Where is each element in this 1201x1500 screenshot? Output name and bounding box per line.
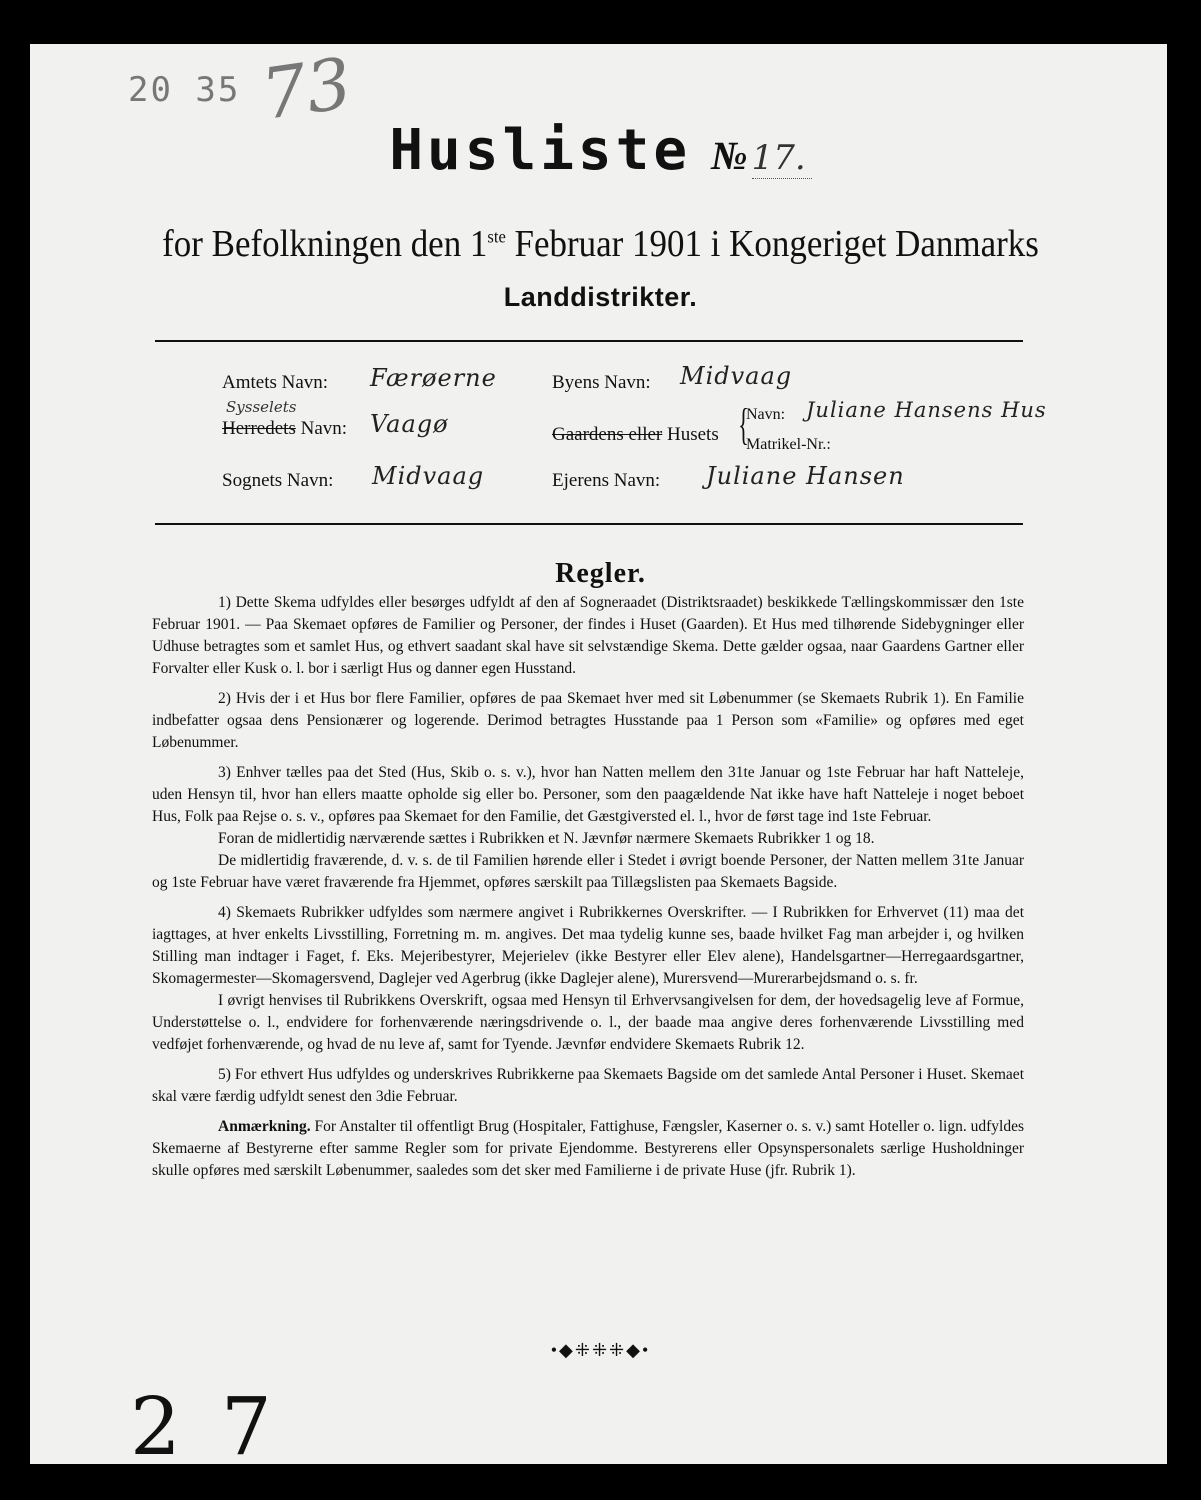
- page-number-handwritten: 27: [130, 1380, 312, 1473]
- by-label: Byens Navn:: [552, 372, 651, 393]
- amt-value: Færøerne: [370, 364, 497, 392]
- rule-2: 2) Hvis der i et Hus bor flere Familier, opføres de paa Skemaet hver med sit Løbenummer (se Skemaets Rubrik 1). En Familie indbefatter ogsaa dens Pensionærer og logerende. Derimod betragtes Husstande paa 1 Person som «Familie» og opføres med eget Løbenummer.: [152, 690, 1024, 751]
- rules-body: [152, 592, 1024, 1190]
- document-subtitle: [48, 222, 1153, 266]
- rule-3c: De midlertidig fraværende, d. v. s. de til Familien hørende eller i Stedet i øvrigt boende Personer, der Natten mellem 31te Januar og 1ste Februar have været fraværende fra Hjemmet, opføres særskilt paa Tillægslisten paa Skemaets Bagside.: [152, 852, 1024, 891]
- gaard-struck-label: Gaardens eller: [552, 424, 663, 445]
- sogn-label: Sognets Navn:: [222, 470, 334, 491]
- amt-label: Amtets Navn:: [222, 372, 329, 393]
- top-divider: [155, 340, 1023, 342]
- herred-label-row: [222, 418, 347, 440]
- sogn-value: Midvaag: [372, 462, 485, 490]
- rules-heading: Regler.: [555, 558, 646, 589]
- title-row: [0, 118, 1201, 183]
- ejer-value: Juliane Hansen: [706, 462, 905, 490]
- herred-struck-label: Herredets: [222, 418, 296, 439]
- rule-5: 5) For ethvert Hus udfyldes og underskrives Rubrikkerne paa Skemaets Bagside om det samlede Antal Personer i Huset. Skemaet skal være færdig udfyldt senest den 3die Februar.: [152, 1066, 1024, 1105]
- ornament-divider: •◆⁜⁜⁜◆•: [550, 1340, 651, 1360]
- number-sign: №: [711, 133, 748, 178]
- note-label: Anmærkning.: [218, 1118, 311, 1135]
- rule-3b: Foran de midlertidig nærværende sættes i Rubrikken et N. Jævnfør nærmere Skemaets Rubrikker 1 og 18.: [218, 830, 875, 847]
- district-heading: Landdistrikter.: [503, 282, 698, 312]
- rule-3: 3) Enhver tælles paa det Sted (Hus, Skib o. s. v.), hvor han Natten mellem den 31te Januar og 1ste Februar har haft Natteleje, uden Hensyn til, hvor han ellers maatte opholde sig eller bo. Personer, som den paagældende Nat ikke have haft Natteleje i noget beboet Hus, Folk paa Rejse o. s. v., opføres paa Skemaet for den Familie, det Gæstgiversted el. l., hvor de først tage ind 1ste Februar.: [152, 764, 1024, 825]
- rule-4b: I øvrigt henvises til Rubrikkens Overskrift, ogsaa med Hensyn til Erhvervsangivelsen for dem, der hovedsagelig leve af Formue, Understøttelse o. l., endvidere for forhenværende næringsdrivende o. l., der baade maa angive deres forhenværende Livsstilling med vedføjet forhenværende, og hvad de nu leve af, samt for Tyende. Jævnfør endvidere Skemaets Rubrik 12.: [152, 992, 1024, 1053]
- syssel-handwritten: Sysselets: [226, 398, 297, 416]
- archive-hand-mark: 73: [256, 42, 357, 136]
- rule-4: 4) Skemaets Rubrikker udfyldes som nærmere angivet i Rubrikkernes Overskrifter. — I Rubrikken for Erhvervet (11) maa det iagttages, at hver enkelts Livsstilling, Forretning m. m. angives. Det maa tydelig kunne ses, baade hvilket Fag man arbejder i, og hvilken Stilling man indtager i Faget, f. Eks. Mejeribestyrer, Mejerielev (ikke Bestyrer eller Elev alene), Handelsgartner—Herregaardsgartner, Skomagermester—Skomagersvend, Daglejer ved Agerbrug (ikke Daglejer alene), Murersvend—Murerarbejdsmand o. s. fr.: [152, 904, 1024, 987]
- husets-label-row: [552, 424, 719, 446]
- husets-navn-label: Navn:: [746, 406, 786, 423]
- note-paragraph: [152, 1116, 1024, 1182]
- ejer-label: Ejerens Navn:: [552, 470, 661, 491]
- list-number-value: 17.: [752, 138, 812, 179]
- brace-icon: {: [738, 400, 749, 449]
- rule-1: 1) Dette Skema udfyldes eller besørges udfyldt af den af Sogneraadet (Distriktsraadet) beskikkede Tællingskommissær den 1ste Februar 1901. — Paa Skemaet opføres de Familier og Personer, der findes i Huset (Gaarden). Et Hus med tilhørende Sidebygninger eller Udhuse betragtes som et samlet Hus, og ethvert saadant skal have sit selvstændige Skema. Dette gælder ogsaa, naar Gaardens Gartner eller Forvalter eller Kusk o. l. bor i særligt Hus og danner egen Husstand.: [152, 594, 1024, 677]
- herred-value: Vaagø: [370, 410, 449, 438]
- husets-navn-value: Juliane Hansens Hus: [806, 398, 1047, 422]
- subtitle-sup: ste: [487, 226, 506, 247]
- subtitle-post: Februar 1901 i Kongeriget Danmarks: [505, 223, 1039, 265]
- by-value: Midvaag: [680, 362, 793, 390]
- matrikel-label: Matrikel-Nr.:: [746, 436, 831, 453]
- husets-label: Husets: [662, 424, 719, 445]
- note-text: For Anstalter til offentligt Brug (Hospitaler, Fattighuse, Fængsler, Kaserner o. s. v.) samt Hoteller o. lign. udfyldes Skemaerne af Bestyrerne efter samme Regler som for private Ejendomme. Bestyrerens eller Opsynspersonalets særlige Husholdninger skulle opføres med særskilt Løbenummer, saaledes som det sker med Familierne i de private Huse (jfr. Rubrik 1).: [152, 1118, 1024, 1179]
- herred-label: Navn:: [295, 418, 348, 439]
- subtitle-pre: for Befolkningen den 1: [162, 223, 488, 265]
- bottom-divider: [155, 523, 1023, 525]
- document-title: Husliste: [389, 118, 692, 183]
- archive-stamp-number: 20 35: [128, 70, 241, 110]
